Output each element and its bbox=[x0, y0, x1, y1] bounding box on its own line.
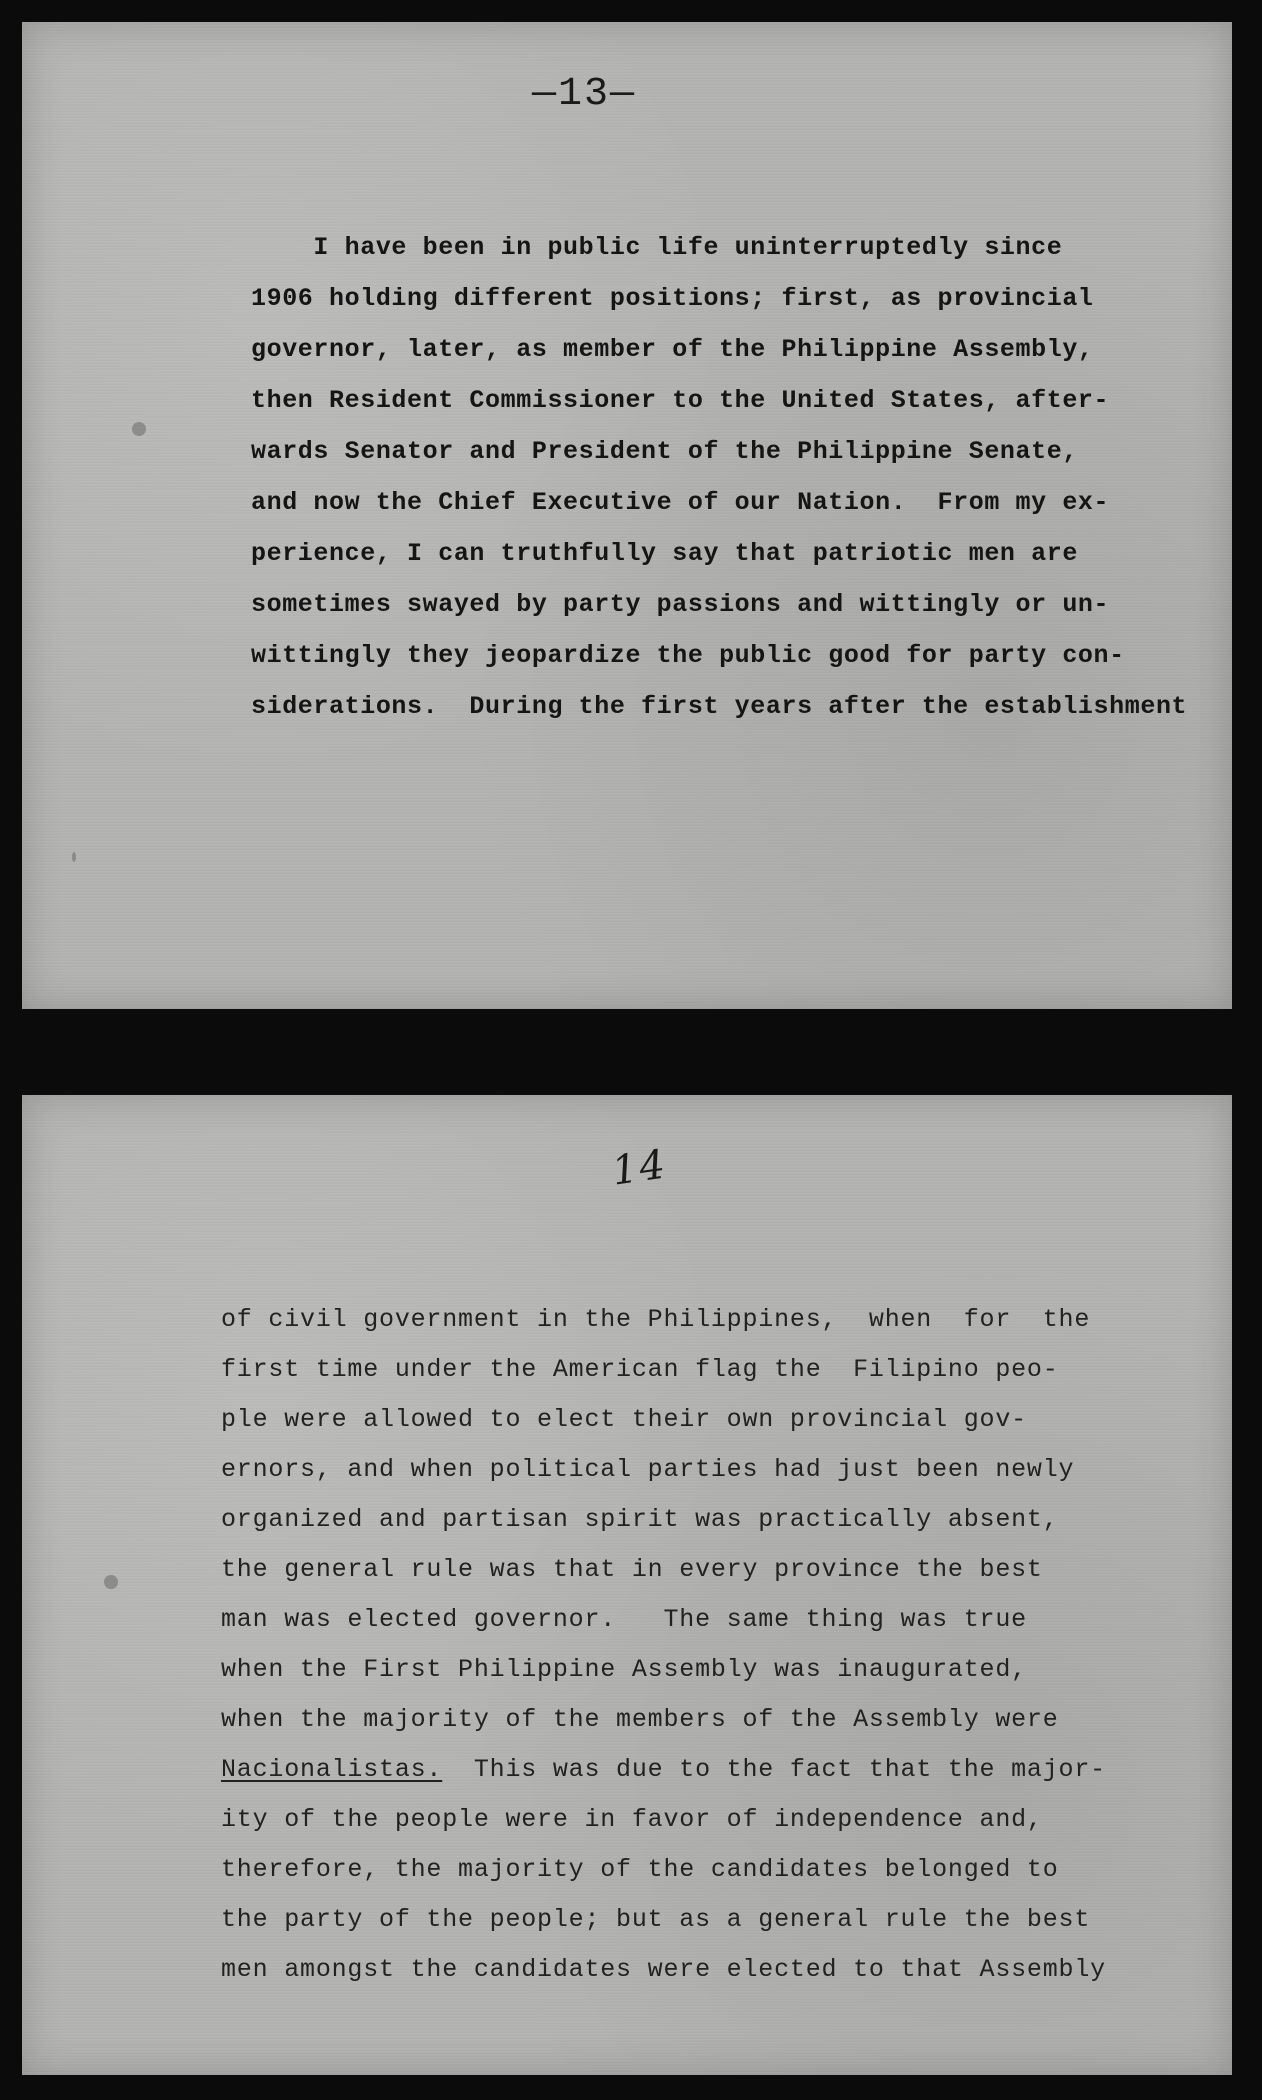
text-line: the general rule was that in every province the best bbox=[221, 1555, 1043, 1584]
text-line: governor, later, as member of the Philippine Assembly, bbox=[251, 335, 1094, 364]
document-page-14 bbox=[22, 1095, 1232, 2075]
text-line: man was elected governor. The same thing was true bbox=[221, 1605, 1027, 1634]
text-line: the party of the people; but as a general rule the best bbox=[221, 1905, 1091, 1934]
paper-speck bbox=[104, 1575, 118, 1589]
text-line: ernors, and when political parties had just been newly bbox=[221, 1455, 1075, 1484]
text-line: then Resident Commissioner to the United States, after- bbox=[251, 386, 1110, 415]
page-14-body bbox=[221, 1295, 1106, 1995]
text-line: and now the Chief Executive of our Nation. From my ex- bbox=[251, 488, 1110, 517]
paper-speck bbox=[132, 422, 146, 436]
text-line: wards Senator and President of the Philippine Senate, bbox=[251, 437, 1078, 466]
text-line: perience, I can truthfully say that patriotic men are bbox=[251, 539, 1078, 568]
text-line: ple were allowed to elect their own provincial gov- bbox=[221, 1405, 1027, 1434]
text-line: when the First Philippine Assembly was inaugurated, bbox=[221, 1655, 1027, 1684]
paper-speck bbox=[72, 852, 76, 862]
text-line: first time under the American flag the Filipino peo- bbox=[221, 1355, 1059, 1384]
text-line: organized and partisan spirit was practically absent, bbox=[221, 1505, 1059, 1534]
text-line: men amongst the candidates were elected to that Assembly bbox=[221, 1955, 1106, 1984]
text-line: when the majority of the members of the Assembly were bbox=[221, 1705, 1059, 1734]
underlined-term: Nacionalistas. bbox=[221, 1755, 443, 1784]
text-line: of civil government in the Philippines, when for the bbox=[221, 1305, 1091, 1334]
text-line-underlined bbox=[221, 1745, 1106, 1795]
page-13-body bbox=[251, 222, 1187, 732]
text-line: 1906 holding different positions; first, as provincial bbox=[251, 284, 1094, 313]
page-number: 14 bbox=[609, 1141, 670, 1195]
text-line: I have been in public life uninterruptedly since bbox=[251, 233, 1063, 262]
text-line: therefore, the majority of the candidates belonged to bbox=[221, 1855, 1059, 1884]
text-line: ity of the people were in favor of independence and, bbox=[221, 1805, 1043, 1834]
text-line: sometimes swayed by party passions and wittingly or un- bbox=[251, 590, 1110, 619]
document-page-13 bbox=[22, 22, 1232, 1009]
text-line: wittingly they jeopardize the public good for party con- bbox=[251, 641, 1125, 670]
text-line: siderations. During the first years after the establishment bbox=[251, 692, 1188, 721]
page-number: —13— bbox=[532, 72, 637, 117]
text-line-rest: This was due to the fact that the major- bbox=[442, 1755, 1106, 1784]
